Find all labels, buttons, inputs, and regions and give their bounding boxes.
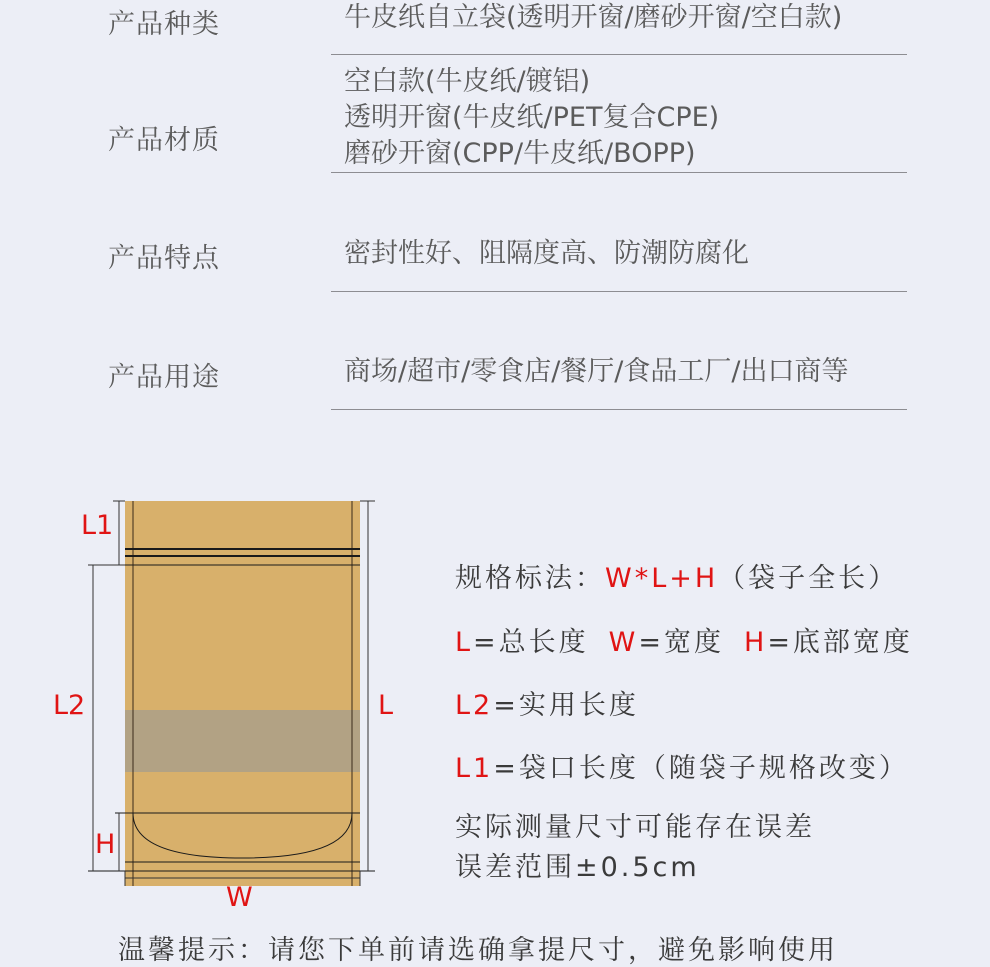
label-h: H — [95, 829, 116, 860]
warm-tip: 温馨提示：请您下单前请选确拿提尺寸，避免影响使用 — [118, 935, 838, 966]
spec-h: H — [744, 627, 768, 658]
label-l1: L1 — [81, 510, 114, 541]
label-l2: L2 — [53, 690, 86, 721]
spec-formula: W*L+H — [605, 563, 719, 594]
label-l: L — [378, 690, 394, 721]
row-usage-label: 产品用途 — [108, 362, 220, 393]
bag-body — [125, 501, 360, 886]
row-divider — [331, 172, 907, 173]
spec-note-error: 实际测量尺寸可能存在误差 — [455, 812, 815, 843]
row-type-value — [344, 0, 842, 36]
spec-w-text: =宽度 — [638, 627, 724, 658]
spec-line-l1 — [455, 746, 909, 785]
spec-w: W — [608, 627, 639, 658]
spec-l1: L1 — [455, 753, 494, 784]
spec-l1-text: =袋口长度（随袋子规格改变） — [493, 753, 909, 784]
row-divider — [331, 54, 907, 55]
spec-prefix: 规格标法： — [455, 563, 605, 594]
spec-line-format — [455, 556, 898, 595]
spec-l: L — [455, 627, 474, 658]
spec-l2-text: =实用长度 — [493, 690, 639, 721]
spec-l2: L2 — [455, 690, 494, 721]
row-material-label: 产品材质 — [108, 125, 220, 156]
row-type-label: 产品种类 — [108, 9, 220, 40]
value-line: 商场/超市/零食店/餐厅/食品工厂/出口商等 — [344, 356, 849, 387]
row-feature-value — [344, 236, 749, 272]
value-line: 空白款(牛皮纸/镀铝) — [344, 66, 591, 97]
value-line: 密封性好、阻隔度高、防潮防腐化 — [344, 238, 749, 269]
row-divider — [331, 409, 907, 410]
value-line: 牛皮纸自立袋(透明开窗/磨砂开窗/空白款) — [344, 2, 843, 33]
row-material-value — [344, 64, 719, 172]
bag-window — [125, 710, 360, 772]
row-usage-value — [344, 354, 848, 390]
spec-l-text: =总长度 — [473, 627, 589, 658]
value-line: 磨砂开窗(CPP/牛皮纸/BOPP) — [344, 138, 696, 169]
row-divider — [331, 291, 907, 292]
spec-line-definitions — [455, 620, 913, 659]
label-w: W — [226, 882, 253, 913]
spec-line-l2 — [455, 683, 639, 722]
spec-suffix: （袋子全长） — [718, 563, 899, 594]
value-line: 透明开窗(牛皮纸/PET复合CPE) — [344, 102, 720, 133]
spec-h-text: =底部宽度 — [767, 627, 913, 658]
row-feature-label: 产品特点 — [108, 243, 220, 274]
spec-note-range: 误差范围±0.5cm — [455, 852, 700, 883]
